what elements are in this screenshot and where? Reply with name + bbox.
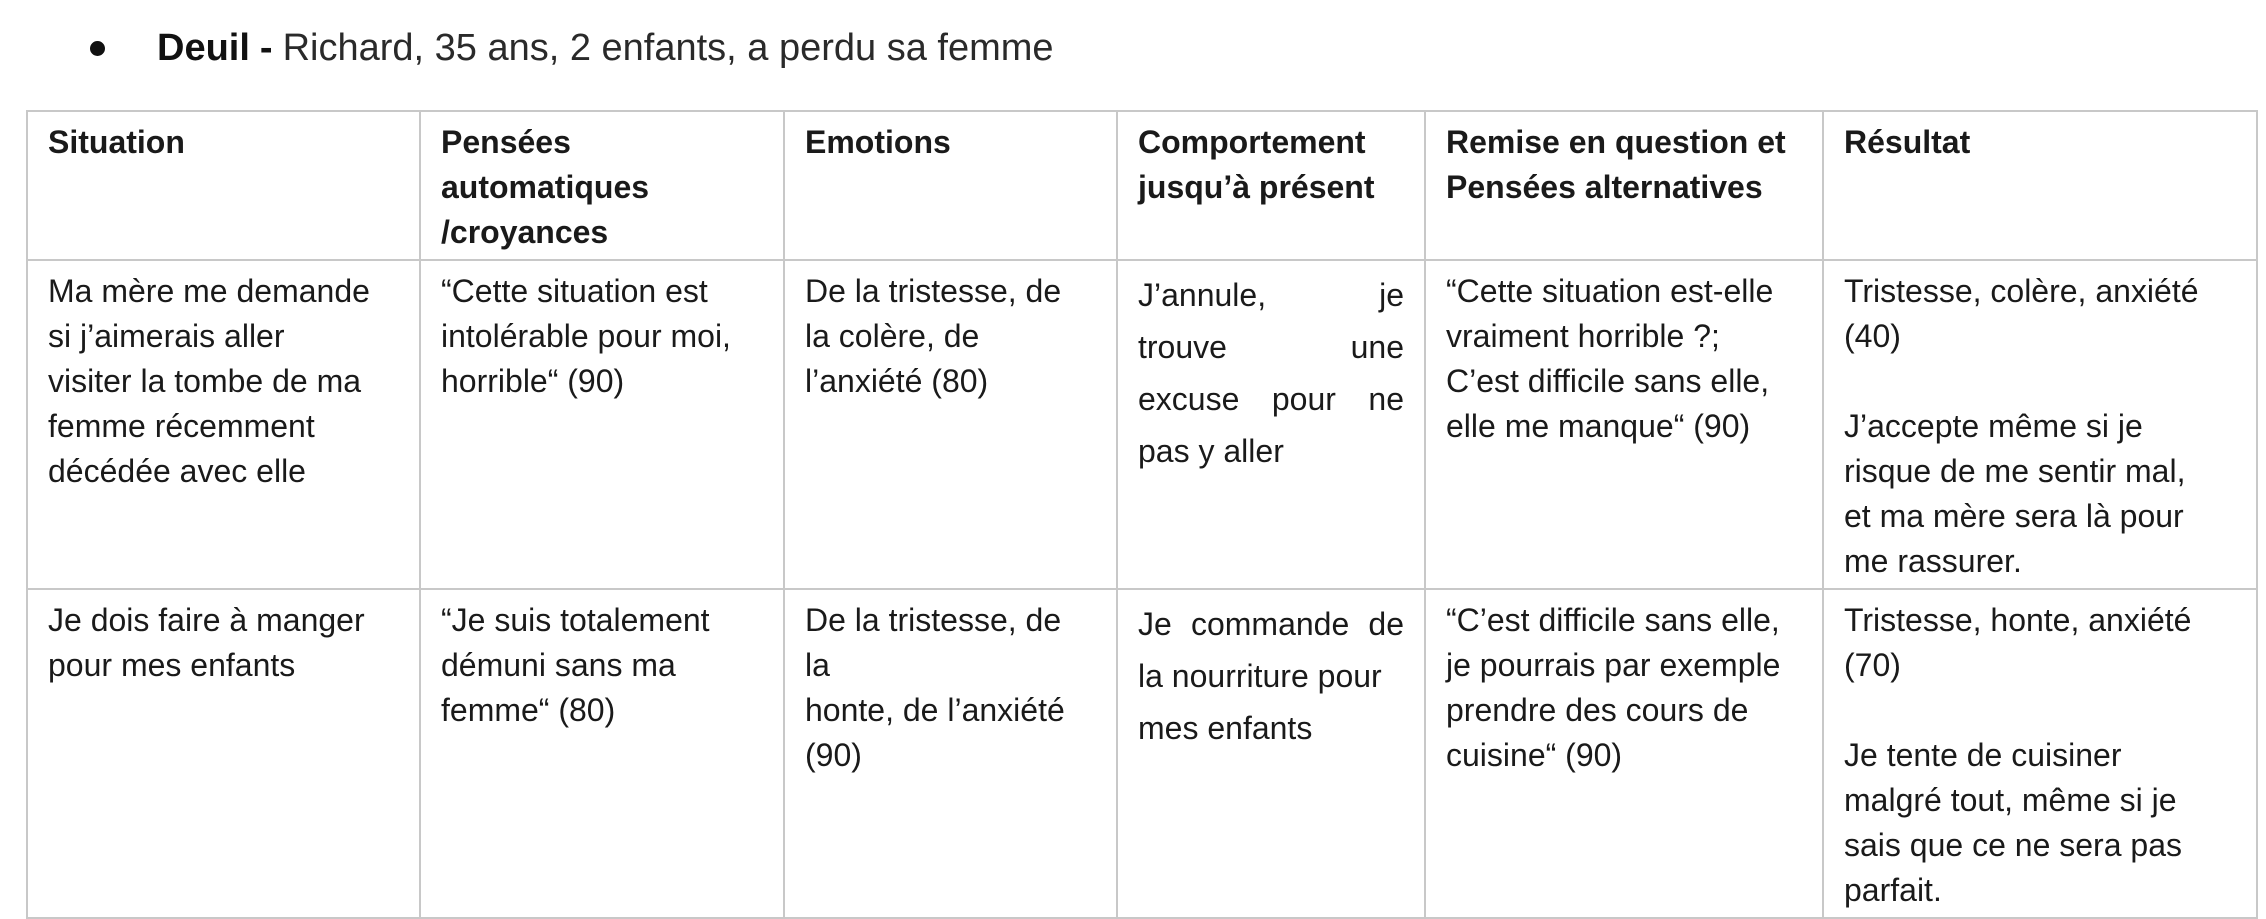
comportement-line: la nourriture pour [1138,658,1382,694]
header-emotions: Emotions [784,111,1117,260]
cell-resultat [1823,260,2257,589]
comportement-line: trouve une [1138,329,1404,365]
header-situation: Situation [27,111,420,260]
table-row [27,589,2257,918]
cell-pensees: “Je suis totalement démuni sans ma femme“ (80) [420,589,784,918]
bullet-separator: - [259,26,273,69]
comportement-line: Je commande de [1138,606,1404,642]
cell-comportement [1117,589,1425,918]
resultat-action: Je tente de cuisiner malgré tout, même si je sais que ce ne sera pas parfait. [1844,737,2182,908]
cell-comportement [1117,260,1425,589]
header-pensees: Pensées automatiques /croyances [420,111,784,260]
resultat-emotions: Tristesse, honte, anxiété (70) [1844,602,2192,683]
comportement-line: pas y aller [1138,433,1284,469]
cell-situation: Je dois faire à manger pour mes enfants [27,589,420,918]
cell-remise: “C’est difficile sans elle, je pourrais par exemple prendre des cours de cuisine“ (90) [1425,589,1823,918]
resultat-emotions: Tristesse, colère, anxiété (40) [1844,273,2199,354]
cell-situation: Ma mère me demande si j’aimerais aller visiter la tombe de ma femme récemment décédée avec elle [27,260,420,589]
resultat-action: J’accepte même si je risque de me sentir mal, et ma mère sera là pour me rassurer. [1844,408,2186,579]
header-remise: Remise en question et Pensées alternatives [1425,111,1823,260]
cell-emotions: De la tristesse, de la colère, de l’anxiété (80) [784,260,1117,589]
cell-emotions: De la tristesse, de la honte, de l’anxiété (90) [784,589,1117,918]
table-header-row [27,111,2257,260]
cell-pensees: “Cette situation est intolérable pour moi, horrible“ (90) [420,260,784,589]
comportement-line: mes enfants [1138,710,1313,746]
bullet-heading [90,18,1054,78]
cbt-table [26,110,2258,919]
header-resultat: Résultat [1823,111,2257,260]
bullet-description: Richard, 35 ans, 2 enfants, a perdu sa femme [282,26,1054,69]
cell-remise: “Cette situation est-elle vraiment horrible ?; C’est difficile sans elle, elle me manque“ (90) [1425,260,1823,589]
header-comportement: Comportement jusqu’à présent [1117,111,1425,260]
resultat-spacer [1844,688,2236,733]
bullet-dot-icon [90,41,105,56]
comportement-line: J’annule, je [1138,277,1404,313]
cell-resultat [1823,589,2257,918]
bullet-label: Deuil [157,26,250,69]
comportement-line: excuse pour ne [1138,381,1404,417]
table-row [27,260,2257,589]
resultat-spacer [1844,359,2236,404]
